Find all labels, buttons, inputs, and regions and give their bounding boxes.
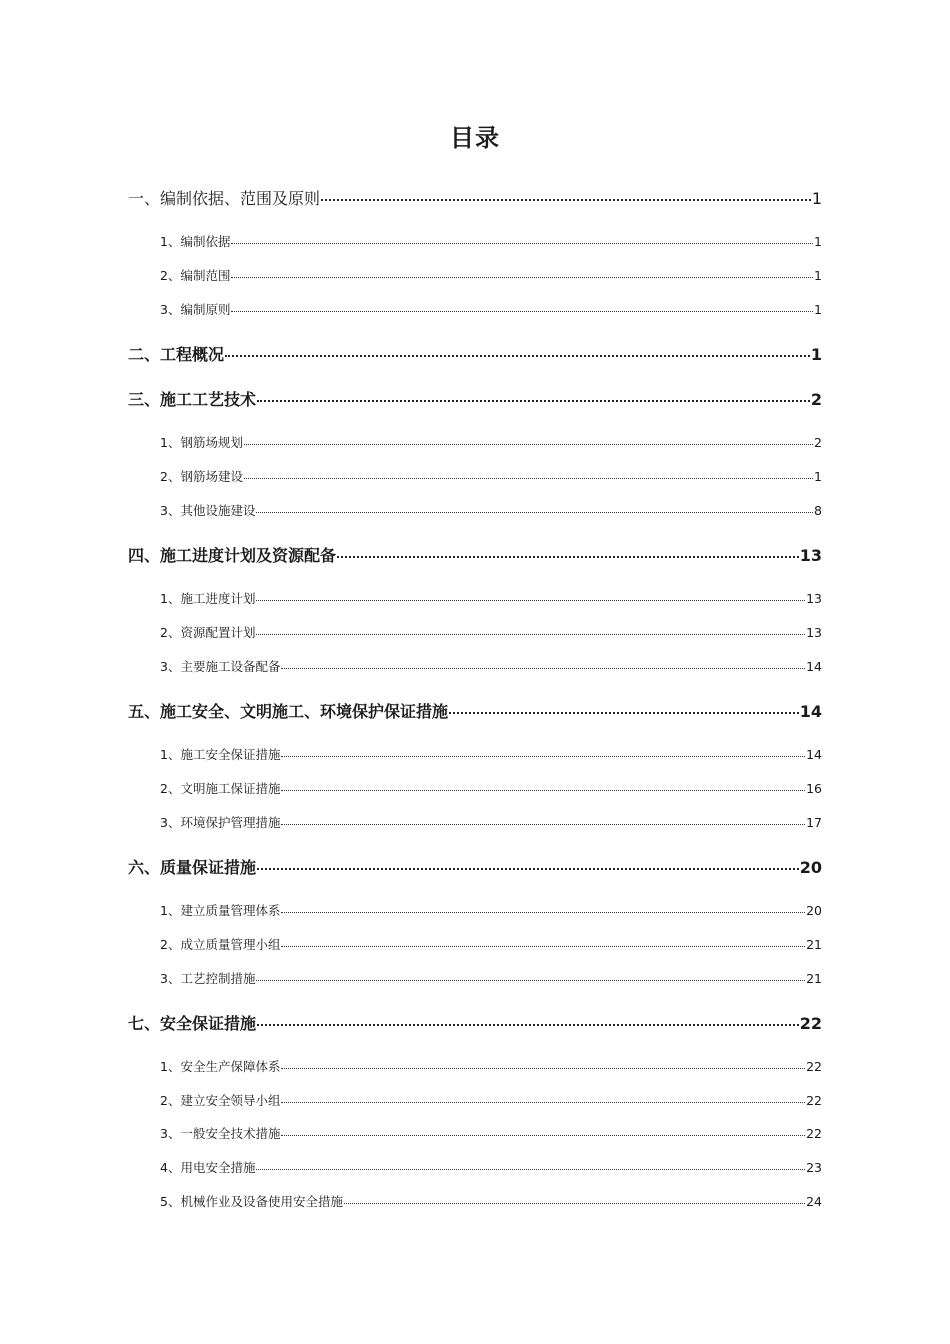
- toc-entry-page: 2: [814, 435, 822, 450]
- toc-entry-page: 13: [806, 591, 822, 606]
- dot-leader: [281, 1135, 805, 1136]
- dot-leader: [257, 1024, 799, 1026]
- toc-entry-label: 2、文明施工保证措施: [160, 781, 281, 796]
- toc-entry[interactable]: [160, 745, 822, 763]
- toc-entry-page: 20: [806, 903, 822, 918]
- toc-entry-label: 四、施工进度计划及资源配备: [128, 546, 337, 565]
- toc-entry[interactable]: [160, 300, 822, 318]
- dot-leader: [281, 946, 805, 947]
- toc-entry-page: 21: [806, 937, 822, 952]
- dot-leader: [281, 824, 805, 825]
- toc-entry[interactable]: [160, 935, 822, 953]
- toc-entry[interactable]: [160, 1192, 822, 1210]
- dot-leader: [231, 277, 813, 278]
- toc-entry-label: 2、成立质量管理小组: [160, 937, 281, 952]
- toc-entry-page: 8: [814, 503, 822, 518]
- dot-leader: [225, 355, 810, 357]
- toc-entry-label: 3、工艺控制措施: [160, 971, 256, 986]
- toc-entry-label: 六、质量保证措施: [128, 858, 257, 877]
- dot-leader: [256, 512, 813, 513]
- toc-entry-label: 三、施工工艺技术: [128, 390, 257, 409]
- toc-entry[interactable]: [160, 232, 822, 250]
- toc-entry-page: 16: [806, 781, 822, 796]
- toc-entry-page: 20: [799, 858, 822, 877]
- toc-entry[interactable]: [160, 657, 822, 675]
- toc-entry-label: 1、编制依据: [160, 234, 231, 249]
- toc-entry-label: 3、一般安全技术措施: [160, 1126, 281, 1141]
- dot-leader: [244, 478, 813, 479]
- toc-entry-label: 1、施工安全保证措施: [160, 747, 281, 762]
- toc-entry[interactable]: [128, 543, 822, 566]
- dot-leader: [321, 199, 811, 201]
- dot-leader: [256, 600, 805, 601]
- dot-leader: [256, 1169, 805, 1170]
- toc-entry[interactable]: [128, 342, 822, 365]
- dot-leader: [257, 400, 810, 402]
- toc-entry[interactable]: [160, 589, 822, 607]
- toc-entry-label: 2、建立安全领导小组: [160, 1093, 281, 1108]
- toc-entry-page: 22: [806, 1093, 822, 1108]
- toc-entry-label: 4、用电安全措施: [160, 1160, 256, 1175]
- toc-entry[interactable]: [128, 1011, 822, 1034]
- dot-leader: [449, 712, 799, 714]
- toc-entry[interactable]: [160, 813, 822, 831]
- toc-entry-page: 22: [799, 1014, 822, 1033]
- dot-leader: [257, 868, 799, 870]
- dot-leader: [337, 556, 799, 558]
- toc-entry-label: 七、安全保证措施: [128, 1014, 257, 1033]
- toc-entry[interactable]: [160, 266, 822, 284]
- dot-leader: [344, 1203, 805, 1204]
- toc-entry-page: 17: [806, 815, 822, 830]
- toc-entry-label: 3、主要施工设备配备: [160, 659, 281, 674]
- toc-entry-page: 2: [810, 390, 822, 409]
- toc-entry-page: 14: [806, 747, 822, 762]
- dot-leader: [281, 912, 805, 913]
- page-title: 目录: [450, 124, 500, 152]
- toc-entry[interactable]: [128, 387, 822, 410]
- dot-leader: [256, 634, 805, 635]
- toc-entry-label: 1、施工进度计划: [160, 591, 256, 606]
- dot-leader: [256, 980, 805, 981]
- toc-entry[interactable]: [160, 1091, 822, 1109]
- toc-entry-page: 14: [806, 659, 822, 674]
- toc-entry-label: 2、钢筋场建设: [160, 469, 243, 484]
- dot-leader: [281, 756, 805, 757]
- toc-entry[interactable]: [128, 855, 822, 878]
- dot-leader: [231, 311, 813, 312]
- toc-entry-label: 3、环境保护管理措施: [160, 815, 281, 830]
- toc-entry[interactable]: [160, 467, 822, 485]
- toc-entry-label: 3、其他设施建设: [160, 503, 256, 518]
- toc-entry-page: 13: [799, 546, 822, 565]
- toc-entry[interactable]: [160, 969, 822, 987]
- toc-entry-label: 2、资源配置计划: [160, 625, 256, 640]
- toc-entry[interactable]: [128, 699, 822, 722]
- dot-leader: [281, 668, 805, 669]
- toc-entry-label: 一、编制依据、范围及原则: [128, 189, 321, 208]
- toc-entry-label: 五、施工安全、文明施工、环境保护保证措施: [128, 702, 449, 721]
- toc-entry-page: 23: [806, 1160, 822, 1175]
- toc-entry-label: 1、安全生产保障体系: [160, 1059, 281, 1074]
- toc-entry[interactable]: [160, 623, 822, 641]
- toc-entry[interactable]: [160, 901, 822, 919]
- toc-entry-page: 22: [806, 1126, 822, 1141]
- toc-entry-label: 二、工程概况: [128, 345, 225, 364]
- dot-leader: [281, 1068, 805, 1069]
- dot-leader: [244, 444, 813, 445]
- toc-entry-page: 1: [811, 189, 822, 208]
- toc-entry-page: 1: [814, 302, 822, 317]
- toc-entry-label: 5、机械作业及设备使用安全措施: [160, 1194, 343, 1209]
- toc-entry-label: 2、编制范围: [160, 268, 231, 283]
- toc-entry[interactable]: [160, 433, 822, 451]
- toc-entry-label: 1、钢筋场规划: [160, 435, 243, 450]
- toc-entry-page: 1: [814, 268, 822, 283]
- toc-entry[interactable]: [160, 1158, 822, 1176]
- toc-entry-page: 1: [814, 234, 822, 249]
- toc-entry[interactable]: [160, 1124, 822, 1142]
- toc-entry-label: 3、编制原则: [160, 302, 231, 317]
- toc-entry-page: 24: [806, 1194, 822, 1209]
- toc-entry-page: 1: [810, 345, 822, 364]
- toc-entry[interactable]: [128, 186, 822, 209]
- toc-entry[interactable]: [160, 1057, 822, 1075]
- toc-entry[interactable]: [160, 779, 822, 797]
- dot-leader: [231, 243, 813, 244]
- toc-entry-page: 1: [814, 469, 822, 484]
- toc-entry-label: 1、建立质量管理体系: [160, 903, 281, 918]
- toc-entry[interactable]: [160, 501, 822, 519]
- dot-leader: [281, 1102, 805, 1103]
- toc-entry-page: 13: [806, 625, 822, 640]
- toc-entry-page: 22: [806, 1059, 822, 1074]
- toc-entry-page: 21: [806, 971, 822, 986]
- toc-entry-page: 14: [799, 702, 822, 721]
- dot-leader: [281, 790, 805, 791]
